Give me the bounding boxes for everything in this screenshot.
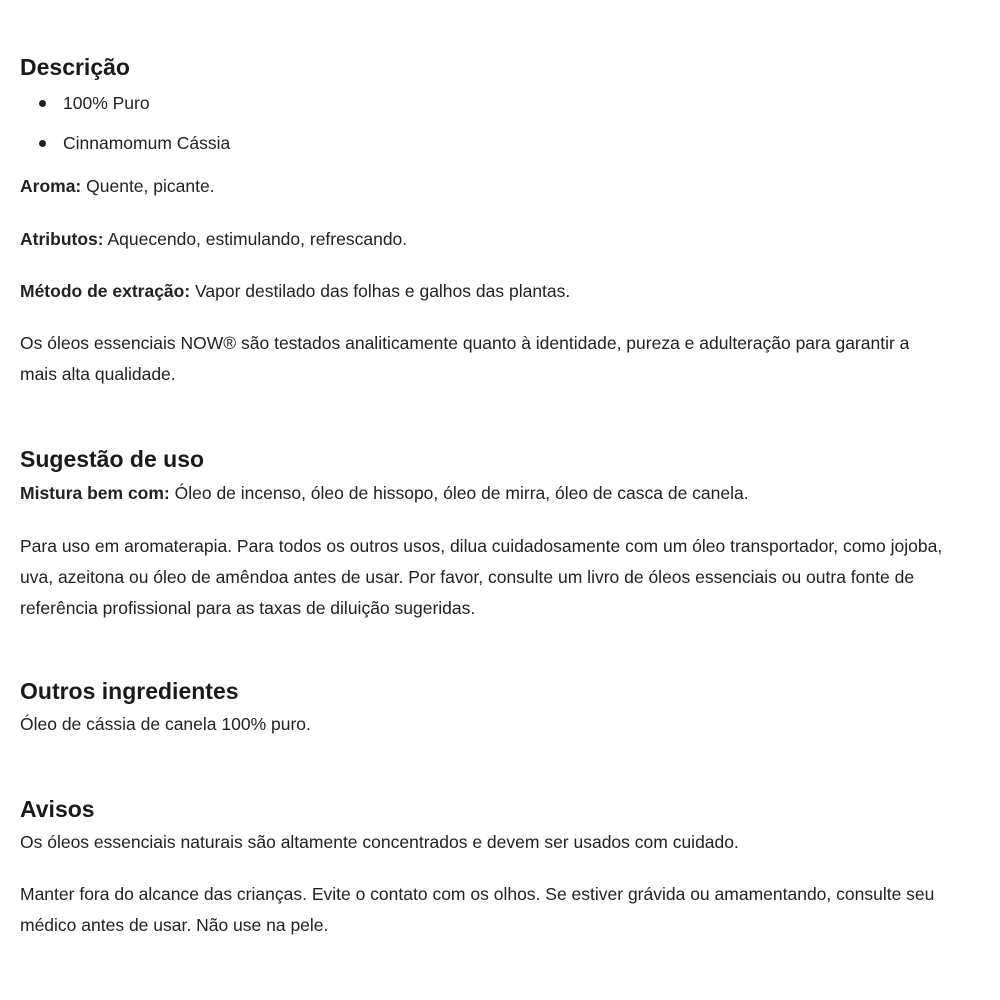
bullet-icon xyxy=(39,140,46,147)
usage-instructions-paragraph: Para uso em aromaterapia. Para todos os outros usos, dilua cuidadosamente com um óleo transportador, como jojoba, uva, azeitona ou óleo de amêndoa antes de usar. Por favor, consulte um livro de óleos essenciais ou outra fonte de referência profissional para as taxas de diluição sugeridas. xyxy=(20,536,943,618)
usage-heading: Sugestão de uso xyxy=(20,446,205,472)
list-item xyxy=(20,93,230,113)
extraction-line xyxy=(20,276,980,307)
attributes-line xyxy=(20,224,980,255)
blends-label: Mistura bem com: xyxy=(20,483,170,503)
bullet-text: 100% Puro xyxy=(63,93,150,113)
other-ingredients-heading: Outros ingredientes xyxy=(20,678,239,704)
aroma-text: Quente, picante. xyxy=(81,176,215,196)
quality-paragraph: Os óleos essenciais NOW® são testados analiticamente quanto à identidade, pureza e adulteração para garantir a mais alta qualidade. xyxy=(20,333,910,384)
warnings-heading: Avisos xyxy=(20,796,95,822)
extraction-label: Método de extração: xyxy=(20,281,191,301)
aroma-label: Aroma: xyxy=(20,176,82,196)
description-bullet-list xyxy=(20,93,230,173)
other-ingredients-text: Óleo de cássia de canela 100% puro. xyxy=(20,714,311,734)
extraction-text: Vapor destilado das folhas e galhos das plantas. xyxy=(190,281,571,301)
bullet-icon xyxy=(39,100,46,107)
blends-text: Óleo de incenso, óleo de hissopo, óleo de mirra, óleo de casca de canela. xyxy=(169,483,749,503)
attributes-text: Aquecendo, estimulando, refrescando. xyxy=(103,229,408,249)
list-item xyxy=(20,133,230,153)
warnings-paragraph-2: Manter fora do alcance das crianças. Evite o contato com os olhos. Se estiver grávida ou amamentando, consulte seu médico antes de usar. Não use na pele. xyxy=(20,884,935,935)
warnings-paragraph-1: Os óleos essenciais naturais são altamente concentrados e devem ser usados com cuidado. xyxy=(20,832,739,852)
bullet-text: Cinnamomum Cássia xyxy=(63,133,231,153)
aroma-line xyxy=(20,171,980,202)
blends-line xyxy=(20,478,980,509)
description-heading: Descrição xyxy=(20,54,130,80)
attributes-label: Atributos: xyxy=(20,229,104,249)
